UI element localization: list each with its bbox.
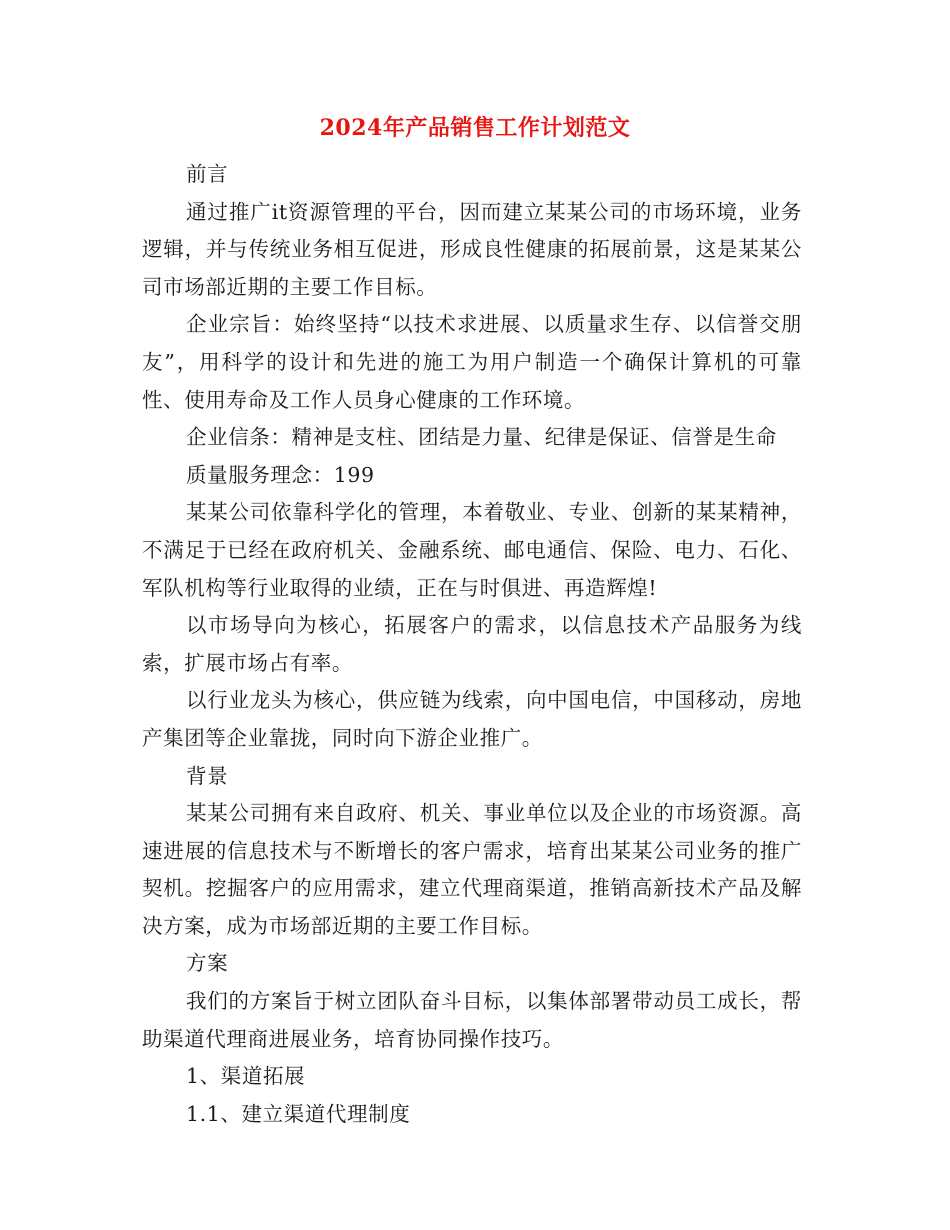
paragraph-preface-heading: 前言 <box>186 162 229 186</box>
paragraph-preface-intro: 通过推广it资源管理的平台，因而建立某某公司的市场环境，业务逻辑，并与传统业务相互促进，形成良性健康的拓展前景，这是某某公司市场部近期的主要工作目标。 <box>142 199 802 299</box>
paragraph-background-heading: 背景 <box>186 763 229 788</box>
paragraph-company-purpose: 企业宗旨：始终坚持“以技术求进展、以质量求生存、以信誉交朋友”，用科学的设计和先进的施工为用户制造一个确保计算机的可靠性、使用寿命及工作人员身心健康的工作环境。 <box>142 312 802 412</box>
document-body <box>142 156 802 1133</box>
paragraph-company-creed: 企业信条：精神是支柱、团结是力量、纪律是保证、信誉是生命 <box>186 425 777 450</box>
paragraph-plan-body: 我们的方案旨于树立团队奋斗目标，以集体部署带动员工成长，帮助渠道代理商进展业务，培育协同操作技巧。 <box>142 989 802 1051</box>
paragraph-industry-leaders: 以行业龙头为核心，供应链为线索，向中国电信，中国移动，房地产集团等企业靠拢，同时向下游企业推广。 <box>142 688 802 750</box>
paragraph-company-management: 某某公司依靠科学化的管理，本着敬业、专业、创新的某某精神，不满足于已经在政府机关、金融系统、邮电通信、保险、电力、石化、军队机构等行业取得的业绩，正在与时俱进、再造辉煌! <box>142 500 802 600</box>
paragraph-section-1-1: 1.1、建立渠道代理制度 <box>186 1101 411 1126</box>
paragraph-background-body: 某某公司拥有来自政府、机关、事业单位以及企业的市场资源。高速进展的信息技术与不断增长的客户需求，培育出某某公司业务的推广契机。挖掘客户的应用需求，建立代理商渠道，推销高新技术产品及解决方案，成为市场部近期的主要工作目标。 <box>142 801 802 938</box>
paragraph-plan-heading: 方案 <box>186 951 229 976</box>
paragraph-market-orientation: 以市场导向为核心，拓展客户的需求，以信息技术产品服务为线索，扩展市场占有率。 <box>142 613 802 675</box>
paragraph-service-concept: 质量服务理念：199 <box>186 462 375 487</box>
document-title: 2024年产品销售工作计划范文 <box>319 115 631 141</box>
paragraph-section-1: 1、渠道拓展 <box>186 1064 306 1089</box>
